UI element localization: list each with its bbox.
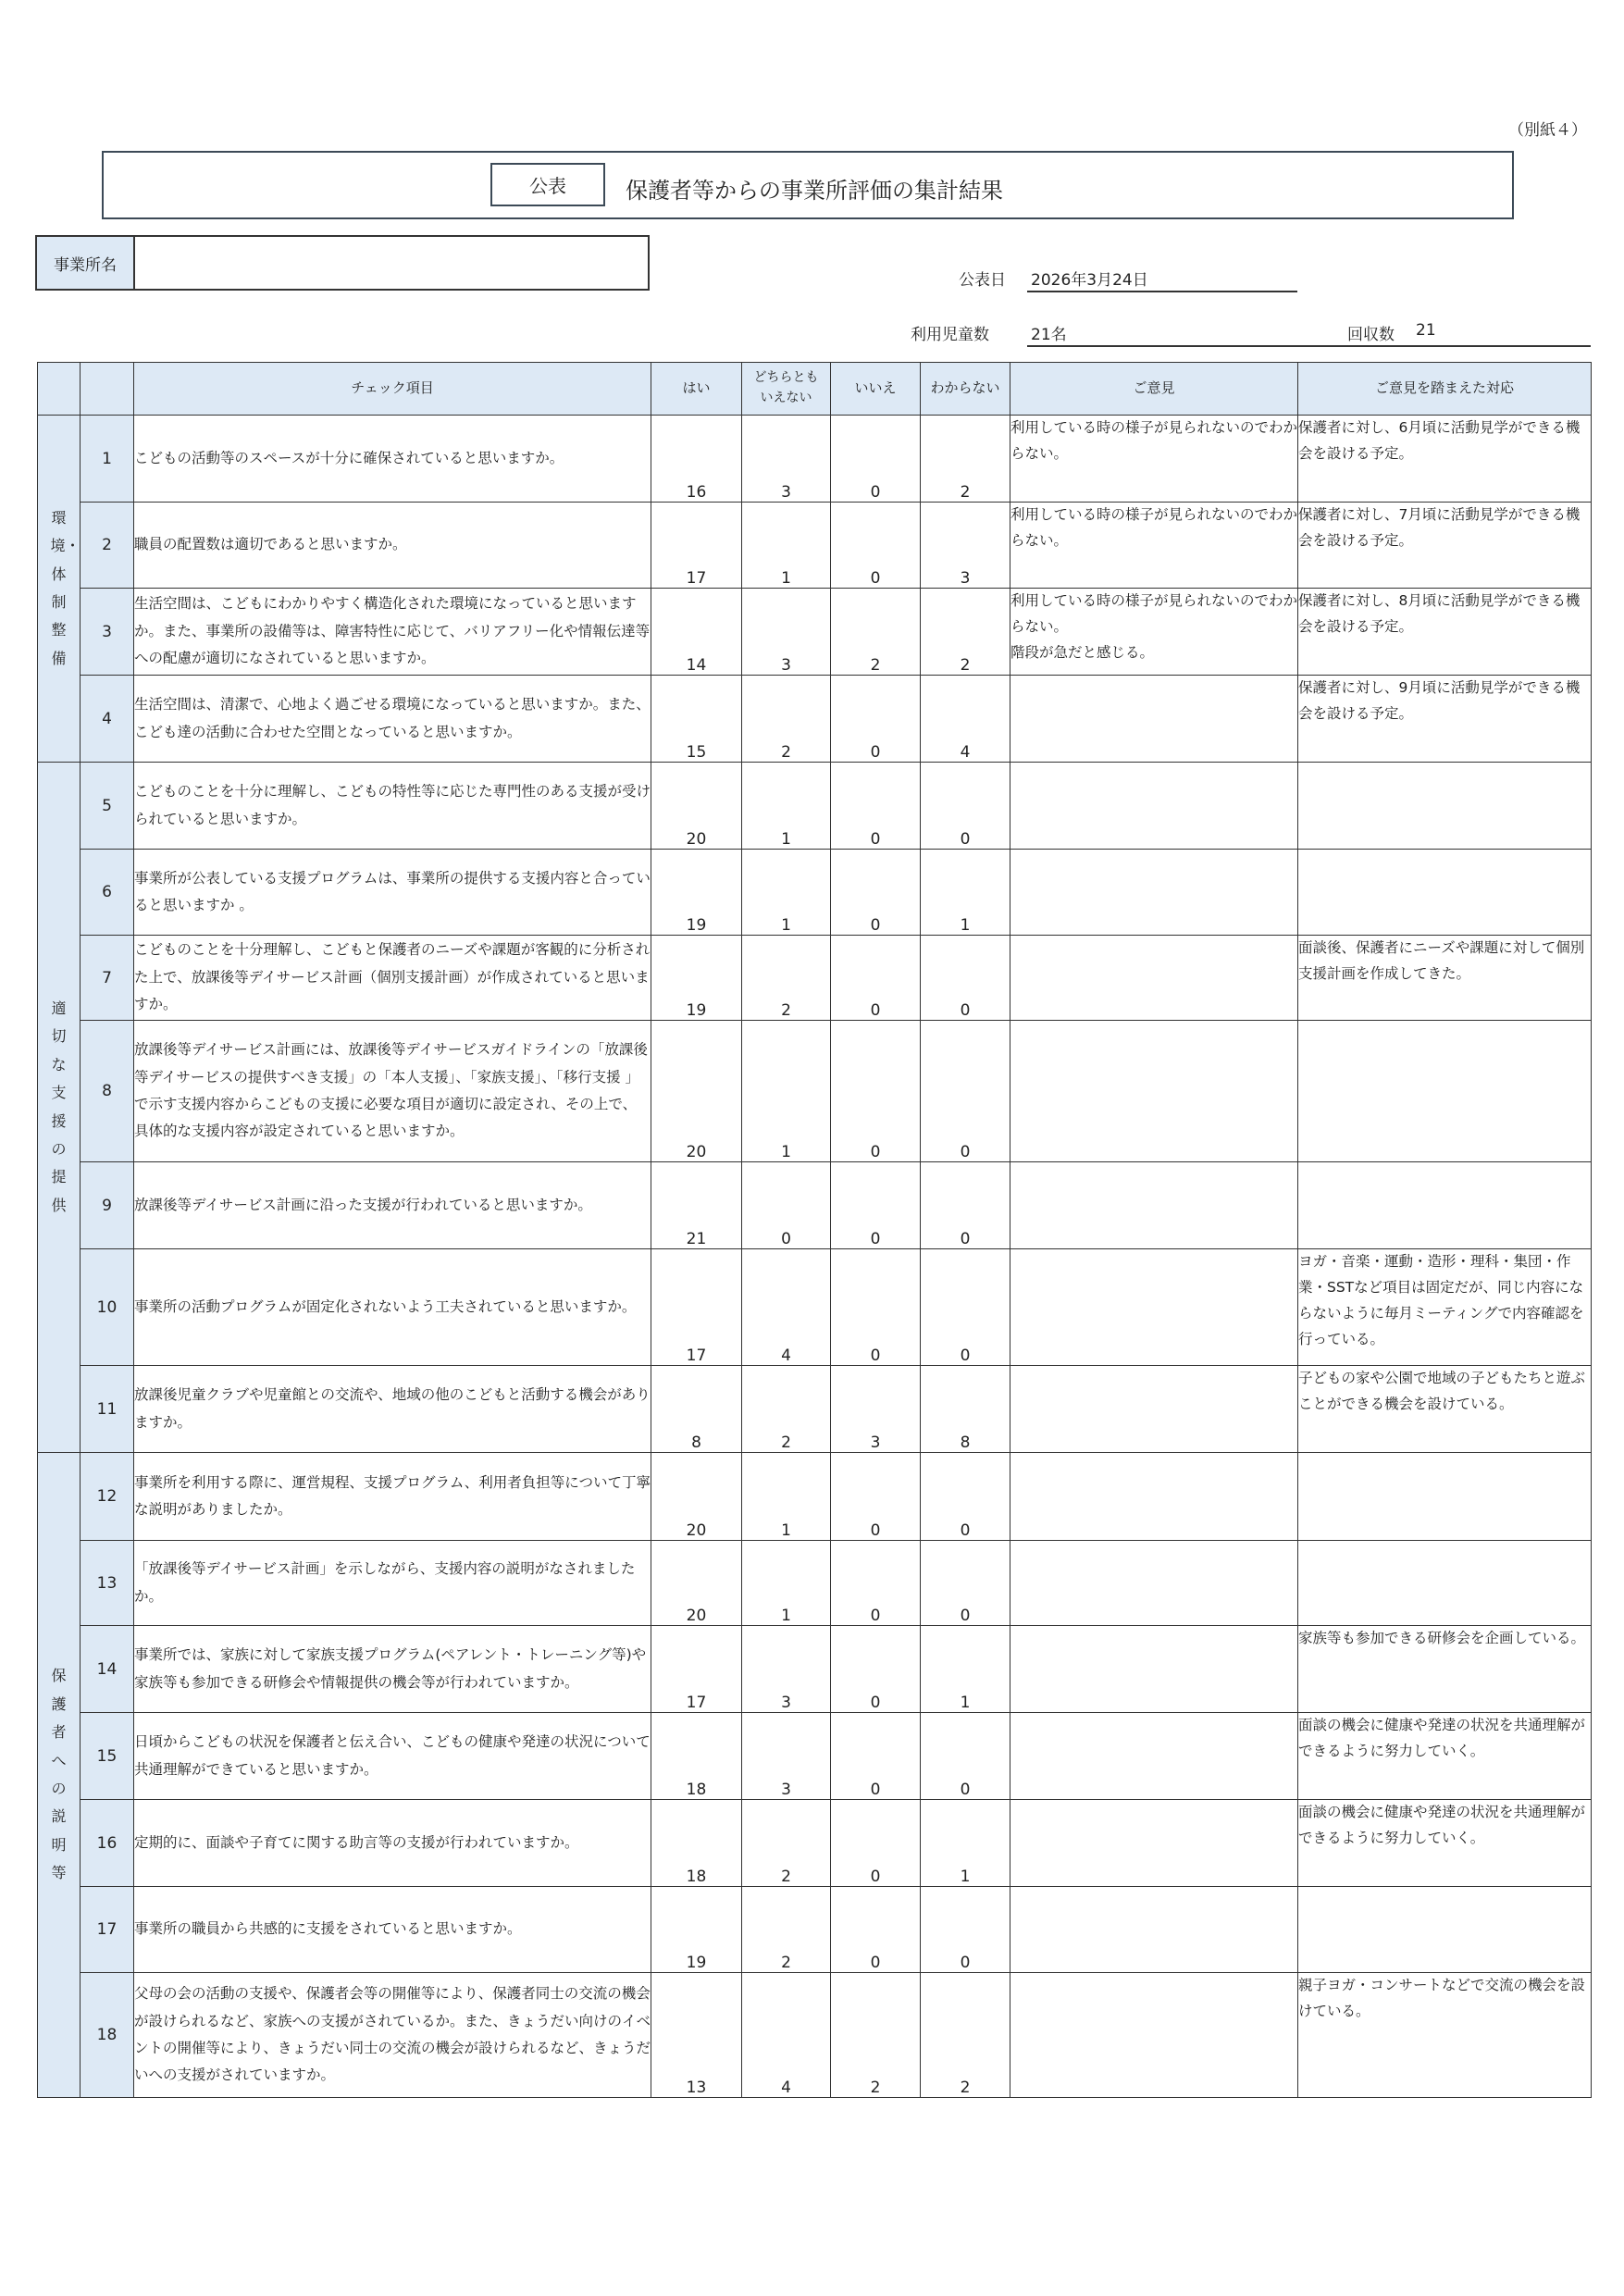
- count-yes: 19: [651, 936, 742, 1021]
- count-no: 0: [831, 676, 921, 763]
- header-no: [81, 363, 134, 416]
- check-item-text: 日頃からこどもの状況を保護者と伝え合い、こどもの健康や発達の状況について共通理解ができていると思いますか。: [134, 1713, 651, 1800]
- count-unknown: 0: [921, 1249, 1010, 1366]
- count-unknown: 1: [921, 850, 1010, 936]
- count-unknown: 2: [921, 589, 1010, 676]
- row-number: 4: [81, 676, 134, 763]
- header-no-answer: いいえ: [831, 363, 921, 416]
- count-neither: 2: [742, 1800, 831, 1887]
- table-row: [38, 676, 1592, 763]
- header-unknown: わからない: [921, 363, 1010, 416]
- opinion-text: [1010, 850, 1298, 936]
- count-no: 0: [831, 1249, 921, 1366]
- response-text: [1298, 1021, 1592, 1162]
- count-unknown: 0: [921, 1453, 1010, 1541]
- header-opinion: ご意見: [1010, 363, 1298, 416]
- count-neither: 3: [742, 589, 831, 676]
- count-unknown: 0: [921, 1162, 1010, 1249]
- opinion-text: 利用している時の様子が見られないのでわからない。: [1010, 416, 1298, 503]
- check-item-text: 定期的に、面談や子育てに関する助言等の支援が行われていますか。: [134, 1800, 651, 1887]
- count-no: 0: [831, 1021, 921, 1162]
- count-no: 0: [831, 416, 921, 503]
- count-no: 0: [831, 1713, 921, 1800]
- response-text: [1298, 850, 1592, 936]
- opinion-text: [1010, 1973, 1298, 2098]
- row-number: 13: [81, 1541, 134, 1626]
- response-text: [1298, 1453, 1592, 1541]
- opinion-text: 利用している時の様子が見られないのでわからない。: [1010, 503, 1298, 589]
- count-yes: 20: [651, 1541, 742, 1626]
- publication-badge: 公表: [490, 163, 605, 206]
- response-text: 保護者に対し、8月頃に活動見学ができる機会を設ける予定。: [1298, 589, 1592, 676]
- response-text: [1298, 1162, 1592, 1249]
- count-unknown: 0: [921, 1887, 1010, 1973]
- opinion-text: [1010, 1162, 1298, 1249]
- check-item-text: 事業所では、家族に対して家族支援プログラム(ペアレント・トレーニング等)や家族等も参加できる研修会や情報提供の機会等が行われていますか。: [134, 1626, 651, 1713]
- count-neither: 0: [742, 1162, 831, 1249]
- returned-count-value: 21: [1416, 321, 1436, 340]
- row-number: 15: [81, 1713, 134, 1800]
- header-neither: どちらとも いえない: [742, 363, 831, 416]
- check-item-text: 事業所が公表している支援プログラムは、事業所の提供する支援内容と合っていると思いますか 。: [134, 850, 651, 936]
- response-text: [1298, 763, 1592, 850]
- count-yes: 20: [651, 1021, 742, 1162]
- table-header-row: [38, 363, 1592, 416]
- count-yes: 18: [651, 1800, 742, 1887]
- table-row: [38, 1973, 1592, 2098]
- count-unknown: 4: [921, 676, 1010, 763]
- count-unknown: 0: [921, 1021, 1010, 1162]
- opinion-text: [1010, 1626, 1298, 1713]
- count-neither: 1: [742, 1453, 831, 1541]
- stats-underline: [1027, 345, 1591, 347]
- opinion-text: [1010, 1887, 1298, 1973]
- count-yes: 20: [651, 763, 742, 850]
- count-no: 0: [831, 1162, 921, 1249]
- table-row: [38, 1249, 1592, 1366]
- row-number: 6: [81, 850, 134, 936]
- table-row: [38, 763, 1592, 850]
- response-text: 親子ヨガ・コンサートなどで交流の機会を設けている。: [1298, 1973, 1592, 2098]
- count-unknown: 1: [921, 1626, 1010, 1713]
- count-unknown: 0: [921, 1541, 1010, 1626]
- count-unknown: 1: [921, 1800, 1010, 1887]
- count-no: 0: [831, 850, 921, 936]
- table-body: [38, 416, 1592, 2098]
- count-unknown: 0: [921, 1713, 1010, 1800]
- table-row: [38, 503, 1592, 589]
- row-number: 3: [81, 589, 134, 676]
- row-number: 8: [81, 1021, 134, 1162]
- row-number: 17: [81, 1887, 134, 1973]
- count-yes: 17: [651, 1626, 742, 1713]
- count-yes: 17: [651, 503, 742, 589]
- header-response: ご意見を踏まえた対応: [1298, 363, 1592, 416]
- opinion-text: [1010, 1541, 1298, 1626]
- count-no: 2: [831, 589, 921, 676]
- check-item-text: 放課後児童クラブや児童館との交流や、地域の他のこどもと活動する機会がありますか。: [134, 1366, 651, 1453]
- table-row: [38, 1800, 1592, 1887]
- header-check-item: チェック項目: [134, 363, 651, 416]
- count-yes: 8: [651, 1366, 742, 1453]
- returned-count-label: 回収数: [1347, 326, 1395, 344]
- response-text: 保護者に対し、6月頃に活動見学ができる機会を設ける予定。: [1298, 416, 1592, 503]
- count-neither: 1: [742, 1541, 831, 1626]
- publication-date-label: 公表日: [959, 271, 1006, 290]
- opinion-text: 利用している時の様子が見られないのでわからない。 階段が急だと感じる。: [1010, 589, 1298, 676]
- opinion-text: [1010, 676, 1298, 763]
- check-item-text: 事業所を利用する際に、運営規程、支援プログラム、利用者負担等について丁寧な説明がありましたか。: [134, 1453, 651, 1541]
- opinion-text: [1010, 1249, 1298, 1366]
- table-row: [38, 589, 1592, 676]
- count-yes: 20: [651, 1453, 742, 1541]
- check-item-text: こどものことを十分に理解し、こどもの特性等に応じた専門性のある支援が受けられていると思いますか。: [134, 763, 651, 850]
- count-yes: 16: [651, 416, 742, 503]
- check-item-text: こどもの活動等のスペースが十分に確保されていると思いますか。: [134, 416, 651, 503]
- count-neither: 4: [742, 1973, 831, 2098]
- count-neither: 1: [742, 763, 831, 850]
- table-row: [38, 936, 1592, 1021]
- count-no: 3: [831, 1366, 921, 1453]
- count-no: 0: [831, 1626, 921, 1713]
- table-row: [38, 1453, 1592, 1541]
- count-neither: 1: [742, 850, 831, 936]
- check-item-text: 生活空間は、清潔で、心地よく過ごせる環境になっていると思いますか。また、こども達の活動に合わせた空間となっていると思いますか。: [134, 676, 651, 763]
- group-label: [38, 1453, 81, 2098]
- count-neither: 4: [742, 1249, 831, 1366]
- check-item-text: こどものことを十分理解し、こどもと保護者のニーズや課題が客観的に分析された上で、放課後等デイサービス計画（個別支援計画）が作成されていると思いますか。: [134, 936, 651, 1021]
- response-text: 面談後、保護者にニーズや課題に対して個別支援計画を作成してきた。: [1298, 936, 1592, 1021]
- count-neither: 3: [742, 416, 831, 503]
- count-yes: 21: [651, 1162, 742, 1249]
- publication-date-underline: [1027, 291, 1297, 292]
- count-neither: 1: [742, 503, 831, 589]
- response-text: 保護者に対し、9月頃に活動見学ができる機会を設ける予定。: [1298, 676, 1592, 763]
- check-item-text: 「放課後等デイサービス計画」を示しながら、支援内容の説明がなされましたか。: [134, 1541, 651, 1626]
- count-no: 0: [831, 763, 921, 850]
- count-neither: 3: [742, 1713, 831, 1800]
- table-row: [38, 1162, 1592, 1249]
- count-no: 0: [831, 1800, 921, 1887]
- office-name-label: 事業所名: [37, 237, 135, 289]
- office-name-value[interactable]: [135, 237, 648, 289]
- users-count-value: 21名: [1031, 326, 1067, 344]
- response-text: ヨガ・音楽・運動・造形・理科・集団・作業・SSTなど項目は固定だが、同じ内容にならないように毎月ミーティングで内容確認を行っている。: [1298, 1249, 1592, 1366]
- count-no: 0: [831, 936, 921, 1021]
- response-text: 面談の機会に健康や発達の状況を共通理解ができるように努力していく。: [1298, 1800, 1592, 1887]
- count-no: 0: [831, 1453, 921, 1541]
- group-label-text: 環境・体制整備: [50, 508, 81, 667]
- count-neither: 1: [742, 1021, 831, 1162]
- publication-date-value: 2026年3月24日: [1031, 271, 1148, 290]
- count-unknown: 3: [921, 503, 1010, 589]
- check-item-text: 放課後等デイサービス計画には、放課後等デイサービスガイドラインの「放課後等デイサービスの提供すべき支援」の「本人支援」、「家族支援」、「移行支援 」で示す支援内容からこどもの支援に必要な項目が適切に設定され、その上で、具体的な支援内容が設定されていると思いますか。: [134, 1021, 651, 1162]
- count-no: 0: [831, 1541, 921, 1626]
- count-unknown: 0: [921, 936, 1010, 1021]
- opinion-text: [1010, 1800, 1298, 1887]
- count-unknown: 2: [921, 416, 1010, 503]
- group-label: [38, 416, 81, 763]
- office-name-field: [35, 235, 650, 291]
- response-text: 家族等も参加できる研修会を企画している。: [1298, 1626, 1592, 1713]
- count-no: 2: [831, 1973, 921, 2098]
- table-row: [38, 1626, 1592, 1713]
- check-item-text: 放課後等デイサービス計画に沿った支援が行われていると思いますか。: [134, 1162, 651, 1249]
- row-number: 10: [81, 1249, 134, 1366]
- count-yes: 17: [651, 1249, 742, 1366]
- table-row: [38, 1713, 1592, 1800]
- table-row: [38, 850, 1592, 936]
- group-label-text: 保護者への説明等: [51, 1667, 67, 1882]
- row-number: 18: [81, 1973, 134, 2098]
- table-row: [38, 1541, 1592, 1626]
- response-text: [1298, 1541, 1592, 1626]
- count-yes: 13: [651, 1973, 742, 2098]
- row-number: 9: [81, 1162, 134, 1249]
- count-yes: 19: [651, 1887, 742, 1973]
- count-unknown: 8: [921, 1366, 1010, 1453]
- opinion-text: [1010, 763, 1298, 850]
- group-label: [38, 763, 81, 1453]
- count-neither: 2: [742, 1366, 831, 1453]
- opinion-text: [1010, 1021, 1298, 1162]
- count-no: 0: [831, 503, 921, 589]
- row-number: 11: [81, 1366, 134, 1453]
- count-no: 0: [831, 1887, 921, 1973]
- opinion-text: [1010, 1453, 1298, 1541]
- count-yes: 18: [651, 1713, 742, 1800]
- row-number: 7: [81, 936, 134, 1021]
- evaluation-table: [37, 362, 1592, 2098]
- count-neither: 3: [742, 1626, 831, 1713]
- count-yes: 14: [651, 589, 742, 676]
- users-count-label: 利用児童数: [911, 326, 989, 344]
- group-label-text: 適切な支援の提供: [51, 999, 67, 1214]
- row-number: 14: [81, 1626, 134, 1713]
- check-item-text: 父母の会の活動の支援や、保護者会等の開催等により、保護者同士の交流の機会が設けられるなど、家族への支援がされているか。また、きょうだい向けのイベントの開催等により、きょうだい同士の交流の機会が設けられるなど、きょうだいへの支援がされていますか。: [134, 1973, 651, 2098]
- response-text: [1298, 1887, 1592, 1973]
- response-text: 子どもの家や公園で地域の子どもたちと遊ぶことができる機会を設けている。: [1298, 1366, 1592, 1453]
- row-number: 2: [81, 503, 134, 589]
- header-yes: はい: [651, 363, 742, 416]
- check-item-text: 事業所の職員から共感的に支援をされていると思いますか。: [134, 1887, 651, 1973]
- row-number: 12: [81, 1453, 134, 1541]
- opinion-text: [1010, 936, 1298, 1021]
- count-unknown: 2: [921, 1973, 1010, 2098]
- row-number: 1: [81, 416, 134, 503]
- page-title: 保護者等からの事業所評価の集計結果: [626, 178, 1003, 204]
- count-neither: 2: [742, 936, 831, 1021]
- count-yes: 19: [651, 850, 742, 936]
- response-text: 面談の機会に健康や発達の状況を共通理解ができるように努力していく。: [1298, 1713, 1592, 1800]
- row-number: 5: [81, 763, 134, 850]
- table-row: [38, 1887, 1592, 1973]
- header-group: [38, 363, 81, 416]
- table-row: [38, 1021, 1592, 1162]
- opinion-text: [1010, 1713, 1298, 1800]
- count-yes: 15: [651, 676, 742, 763]
- response-text: 保護者に対し、7月頃に活動見学ができる機会を設ける予定。: [1298, 503, 1592, 589]
- opinion-text: [1010, 1366, 1298, 1453]
- check-item-text: 生活空間は、こどもにわかりやすく構造化された環境になっていると思いますか。また、事業所の設備等は、障害特性に応じて、バリアフリー化や情報伝達等への配慮が適切になされていると思いますか。: [134, 589, 651, 676]
- annex-label: （別紙４）: [1508, 121, 1587, 140]
- count-neither: 2: [742, 1887, 831, 1973]
- row-number: 16: [81, 1800, 134, 1887]
- count-unknown: 0: [921, 763, 1010, 850]
- table-row: [38, 416, 1592, 503]
- check-item-text: 職員の配置数は適切であると思いますか。: [134, 503, 651, 589]
- check-item-text: 事業所の活動プログラムが固定化されないよう工夫されていると思いますか。: [134, 1249, 651, 1366]
- table-row: [38, 1366, 1592, 1453]
- count-neither: 2: [742, 676, 831, 763]
